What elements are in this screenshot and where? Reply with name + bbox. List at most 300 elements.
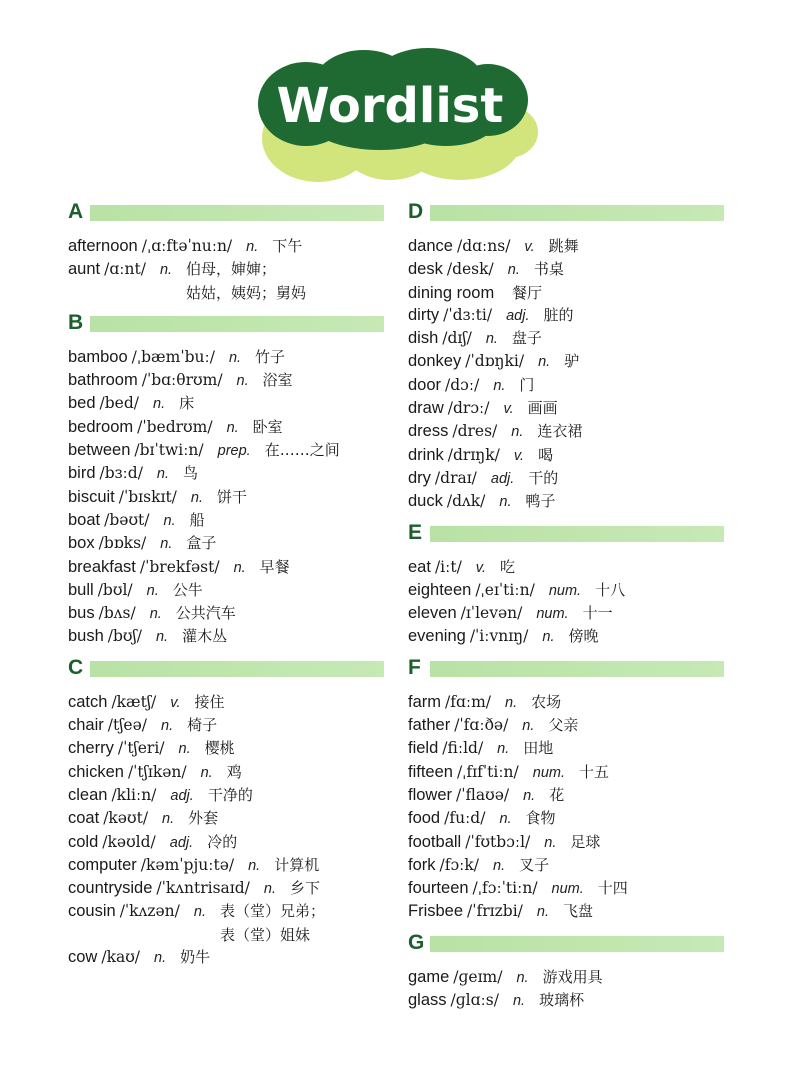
entry-word: eleven bbox=[408, 604, 457, 623]
entry-part-of-speech: n. bbox=[544, 834, 557, 851]
entry-meaning-continued: 姑姑，姨妈；舅妈 bbox=[186, 283, 307, 302]
entry-word: bull bbox=[68, 580, 94, 599]
entry-meaning: 鸡 bbox=[226, 762, 242, 781]
entry-part-of-speech: n. bbox=[156, 466, 170, 483]
section-header-bar bbox=[430, 661, 724, 677]
entry-part-of-speech: num. bbox=[548, 582, 582, 599]
entry-part-of-speech: prep. bbox=[217, 443, 251, 460]
entry-word: catch bbox=[68, 692, 108, 711]
entry-word: box bbox=[68, 534, 95, 553]
entry-phonetic: /fɔːk/ bbox=[439, 855, 479, 874]
entry-part-of-speech: v. bbox=[524, 239, 535, 255]
entry-word: bed bbox=[68, 394, 96, 413]
section-letter: E bbox=[408, 520, 423, 544]
entry-phonetic: /ˈfɑːðə/ bbox=[454, 716, 509, 735]
entry-phonetic: /ˈiːvnɪŋ/ bbox=[469, 627, 529, 646]
entry-part-of-speech: n. bbox=[505, 694, 518, 711]
entry-meaning: 玻璃杯 bbox=[539, 991, 585, 1010]
word-entry bbox=[408, 444, 728, 467]
entry-part-of-speech: n. bbox=[263, 881, 276, 898]
entry-part-of-speech: n. bbox=[497, 741, 510, 758]
entry-phonetic: /fɑːm/ bbox=[445, 692, 492, 711]
entry-phonetic: /iːt/ bbox=[434, 557, 462, 576]
entry-meaning: 飞盘 bbox=[562, 902, 593, 921]
entry-phonetic: /draɪ/ bbox=[434, 468, 477, 487]
entry-part-of-speech: n. bbox=[228, 349, 242, 366]
entry-meaning: 脏的 bbox=[543, 305, 574, 324]
word-entry bbox=[68, 439, 388, 462]
word-entry bbox=[68, 900, 388, 946]
word-entry bbox=[408, 235, 728, 258]
section-c bbox=[68, 655, 388, 970]
word-entry bbox=[68, 462, 388, 485]
word-entry bbox=[408, 258, 728, 281]
word-entry bbox=[408, 966, 728, 989]
entry-word: bathroom bbox=[68, 371, 138, 390]
entry-phonetic: /ˈtʃeri/ bbox=[117, 739, 165, 758]
entry-word: chicken bbox=[68, 762, 124, 781]
entry-word: flower bbox=[408, 785, 453, 804]
entry-meaning: 船 bbox=[189, 510, 205, 529]
word-entry bbox=[68, 369, 388, 392]
entry-meaning: 乡下 bbox=[290, 879, 321, 898]
word-entry bbox=[68, 714, 388, 737]
entry-word: glass bbox=[408, 991, 447, 1010]
word-entry bbox=[408, 374, 728, 397]
entry-part-of-speech: n. bbox=[507, 262, 520, 279]
entry-part-of-speech: n. bbox=[163, 512, 176, 529]
entry-phonetic: /dɔː/ bbox=[445, 375, 480, 394]
word-entry bbox=[68, 807, 388, 830]
entry-meaning: 卧室 bbox=[252, 417, 283, 436]
entry-word: game bbox=[408, 967, 450, 986]
entry-part-of-speech: adj. bbox=[170, 787, 194, 804]
entry-part-of-speech: n. bbox=[516, 969, 529, 986]
entry-part-of-speech: adj. bbox=[490, 470, 515, 487]
section-letter: C bbox=[68, 655, 84, 679]
entry-word: draw bbox=[408, 399, 444, 418]
entry-phonetic: /dʌk/ bbox=[446, 492, 486, 511]
entry-meaning: 接住 bbox=[194, 692, 225, 711]
entry-part-of-speech: n. bbox=[493, 857, 506, 874]
entry-part-of-speech: n. bbox=[538, 354, 551, 371]
entry-phonetic: /bɜːd/ bbox=[99, 464, 143, 483]
word-entry bbox=[408, 761, 728, 784]
entry-word: dirty bbox=[408, 305, 440, 324]
section-header bbox=[68, 200, 388, 225]
entry-word: bush bbox=[68, 627, 104, 646]
wordlist-title-logo bbox=[240, 40, 550, 190]
word-entry bbox=[68, 737, 388, 760]
entry-phonetic: /kaʊ/ bbox=[101, 948, 141, 967]
entry-meaning: 父亲 bbox=[548, 716, 579, 735]
section-header-bar bbox=[430, 526, 724, 542]
entry-word: dance bbox=[408, 237, 453, 255]
section-header bbox=[68, 310, 388, 336]
entry-part-of-speech: n. bbox=[493, 377, 506, 394]
entry-word: duck bbox=[408, 492, 443, 511]
entry-meaning: 下午 bbox=[272, 237, 303, 255]
entry-meaning: 傍晚 bbox=[568, 627, 599, 646]
word-entry bbox=[68, 691, 388, 714]
entry-word: food bbox=[408, 809, 441, 828]
word-entry bbox=[408, 737, 728, 760]
entry-word: cold bbox=[68, 832, 99, 851]
word-entry bbox=[408, 691, 728, 714]
entry-part-of-speech: n. bbox=[159, 262, 173, 279]
entry-word: biscuit bbox=[68, 487, 115, 506]
word-entry bbox=[408, 854, 728, 877]
entry-word: farm bbox=[408, 692, 441, 711]
entry-part-of-speech: n. bbox=[193, 904, 206, 921]
section-f bbox=[408, 655, 728, 924]
entry-word: countryside bbox=[68, 879, 153, 898]
entry-meaning: 在……之间 bbox=[264, 441, 340, 460]
section-header bbox=[408, 200, 728, 225]
entry-phonetic: /bʊʃ/ bbox=[107, 627, 142, 646]
entry-meaning: 外套 bbox=[188, 809, 219, 828]
entry-word: cow bbox=[68, 948, 98, 967]
entry-phonetic: /desk/ bbox=[446, 260, 494, 279]
entry-word: dining room bbox=[408, 283, 495, 302]
word-entry bbox=[408, 282, 728, 304]
entry-meaning: 盒子 bbox=[186, 534, 217, 553]
word-entry bbox=[68, 877, 388, 900]
entry-part-of-speech: n. bbox=[162, 811, 175, 828]
entry-phonetic: /kəʊld/ bbox=[102, 832, 156, 851]
word-entry bbox=[408, 397, 728, 420]
word-entry bbox=[408, 989, 728, 1012]
entry-part-of-speech: n. bbox=[522, 718, 535, 735]
section-header-bar bbox=[90, 661, 384, 677]
entry-part-of-speech: n. bbox=[153, 396, 166, 413]
word-entry bbox=[408, 420, 728, 443]
section-header bbox=[408, 655, 728, 681]
entry-part-of-speech: n. bbox=[523, 787, 536, 804]
entry-meaning: 早餐 bbox=[259, 557, 290, 576]
word-entry bbox=[68, 946, 388, 969]
word-entry bbox=[68, 602, 388, 625]
entry-phonetic: /ˈbedrʊm/ bbox=[137, 417, 213, 436]
entry-meaning: 喝 bbox=[538, 445, 554, 464]
word-entry bbox=[68, 416, 388, 439]
entry-word: donkey bbox=[408, 352, 462, 371]
section-b bbox=[68, 310, 388, 649]
entry-meaning: 床 bbox=[179, 394, 195, 413]
entry-meaning: 鸭子 bbox=[525, 492, 556, 511]
word-entry bbox=[408, 579, 728, 602]
entry-word: bus bbox=[68, 604, 95, 623]
word-entry bbox=[408, 831, 728, 854]
entry-part-of-speech: n. bbox=[499, 494, 512, 511]
entry-part-of-speech: v. bbox=[170, 694, 181, 711]
entry-phonetic: /ˌeɪˈtiːn/ bbox=[475, 580, 535, 599]
entry-phonetic: /fuːd/ bbox=[444, 809, 486, 828]
entry-word: aunt bbox=[68, 260, 101, 279]
entry-word: fork bbox=[408, 855, 436, 874]
word-entry bbox=[68, 235, 388, 258]
entry-meaning: 计算机 bbox=[274, 855, 320, 874]
word-entry bbox=[408, 807, 728, 830]
entry-phonetic: /bed/ bbox=[99, 394, 139, 413]
entry-meaning: 樱桃 bbox=[204, 739, 235, 758]
entry-meaning-continued: 表（堂）姐妹 bbox=[220, 925, 311, 944]
entry-meaning: 吃 bbox=[500, 557, 516, 576]
entry-part-of-speech: v. bbox=[513, 447, 525, 464]
section-g bbox=[408, 930, 728, 1013]
entry-word: bird bbox=[68, 464, 96, 483]
entry-word: coat bbox=[68, 809, 100, 828]
entry-phonetic: /ˈfrɪzbi/ bbox=[467, 902, 523, 921]
entry-meaning: 鸟 bbox=[183, 464, 199, 483]
section-header bbox=[68, 655, 388, 681]
entry-part-of-speech: n. bbox=[536, 904, 549, 921]
entry-phonetic: /ˌɑːftəˈnuːn/ bbox=[141, 237, 233, 255]
entry-meaning: 农场 bbox=[531, 692, 562, 711]
section-letter: D bbox=[408, 200, 424, 223]
section-header-bar bbox=[90, 316, 384, 332]
entry-word: football bbox=[408, 832, 462, 851]
word-entry bbox=[408, 877, 728, 900]
word-entry bbox=[68, 532, 388, 555]
entry-phonetic: /ˈkʌntrisaɪd/ bbox=[156, 879, 250, 898]
entry-word: dry bbox=[408, 468, 431, 487]
entry-meaning: 餐厅 bbox=[511, 283, 542, 302]
word-entry bbox=[68, 346, 388, 369]
section-letter: F bbox=[408, 655, 421, 679]
entry-part-of-speech: n. bbox=[190, 489, 203, 506]
section-header-bar bbox=[90, 205, 384, 221]
entry-part-of-speech: n. bbox=[178, 741, 191, 758]
entry-phonetic: /bʌs/ bbox=[98, 604, 136, 623]
entry-meaning: 十四 bbox=[597, 879, 628, 898]
word-entry bbox=[408, 327, 728, 350]
entry-word: between bbox=[68, 441, 131, 460]
entry-meaning: 跳舞 bbox=[548, 237, 579, 255]
entry-phonetic: /ɑːnt/ bbox=[104, 260, 146, 279]
entry-word: fifteen bbox=[408, 762, 453, 781]
entry-meaning: 盘子 bbox=[511, 329, 542, 348]
entry-meaning: 公共汽车 bbox=[175, 604, 236, 623]
section-header-bar bbox=[430, 205, 724, 221]
entry-part-of-speech: num. bbox=[532, 764, 565, 781]
entry-phonetic: /bɪˈtwiːn/ bbox=[134, 441, 204, 460]
entry-part-of-speech: n. bbox=[512, 993, 526, 1010]
entry-word: chair bbox=[68, 716, 104, 735]
entry-meaning: 奶牛 bbox=[180, 948, 211, 967]
entry-meaning: 干净的 bbox=[207, 785, 253, 804]
entry-meaning: 十八 bbox=[595, 580, 626, 599]
entry-phonetic: /bʊl/ bbox=[97, 580, 133, 599]
entry-meaning: 饼干 bbox=[217, 487, 248, 506]
entry-meaning: 冷的 bbox=[207, 832, 238, 851]
entry-part-of-speech: v. bbox=[503, 401, 514, 418]
word-entry bbox=[408, 602, 728, 625]
entry-word: fourteen bbox=[408, 879, 469, 898]
entry-word: eighteen bbox=[408, 580, 472, 599]
entry-part-of-speech: n. bbox=[511, 424, 524, 441]
entry-phonetic: /drɪŋk/ bbox=[447, 445, 500, 464]
entry-word: boat bbox=[68, 510, 101, 529]
word-entry bbox=[68, 854, 388, 877]
word-entry bbox=[68, 831, 388, 854]
entry-meaning: 伯母，婶婶； bbox=[186, 260, 277, 279]
section-letter: G bbox=[408, 930, 425, 954]
entry-meaning: 门 bbox=[519, 375, 535, 394]
word-entry bbox=[408, 900, 728, 923]
section-letter: A bbox=[68, 200, 84, 223]
entry-part-of-speech: adj. bbox=[506, 307, 530, 324]
entry-meaning: 花 bbox=[549, 785, 565, 804]
entry-phonetic: /ɪˈlevən/ bbox=[460, 604, 523, 623]
word-entry bbox=[408, 625, 728, 648]
entry-meaning: 驴 bbox=[564, 352, 580, 371]
entry-word: eat bbox=[408, 557, 431, 576]
word-entry bbox=[68, 486, 388, 509]
entry-phonetic: /ˈkʌzən/ bbox=[119, 902, 180, 921]
word-entry bbox=[68, 625, 388, 648]
word-entry bbox=[68, 556, 388, 579]
entry-meaning: 田地 bbox=[523, 739, 554, 758]
entry-meaning: 椅子 bbox=[187, 716, 218, 735]
entry-part-of-speech: n. bbox=[160, 536, 173, 553]
entry-part-of-speech: n. bbox=[499, 811, 512, 828]
entry-word: afternoon bbox=[68, 237, 138, 255]
entry-part-of-speech: n. bbox=[200, 764, 213, 781]
entry-meaning: 表（堂）兄弟； bbox=[219, 902, 325, 921]
entry-phonetic: /ɡeɪm/ bbox=[453, 967, 503, 986]
entry-word: dress bbox=[408, 422, 449, 441]
word-entry bbox=[408, 490, 728, 513]
entry-meaning: 画画 bbox=[527, 399, 558, 418]
word-entry bbox=[68, 509, 388, 532]
entry-meaning: 浴室 bbox=[262, 371, 293, 390]
entry-part-of-speech: n. bbox=[233, 559, 246, 576]
entry-word: father bbox=[408, 716, 451, 735]
entry-word: field bbox=[408, 739, 439, 758]
entry-part-of-speech: n. bbox=[248, 857, 261, 874]
entry-part-of-speech: n. bbox=[236, 373, 249, 390]
section-header bbox=[408, 930, 728, 956]
entry-word: desk bbox=[408, 260, 443, 279]
entry-phonetic: /ˌfɔːˈtiːn/ bbox=[472, 879, 538, 898]
word-entry bbox=[68, 784, 388, 807]
entry-part-of-speech: n. bbox=[155, 629, 169, 646]
entry-phonetic: /ˈbɑːθrʊm/ bbox=[141, 371, 223, 390]
entry-word: breakfast bbox=[68, 557, 136, 576]
word-entry bbox=[68, 761, 388, 784]
entry-phonetic: /dɪʃ/ bbox=[442, 329, 472, 348]
entry-phonetic: /fiːld/ bbox=[442, 739, 484, 758]
entry-part-of-speech: n. bbox=[154, 950, 167, 967]
entry-part-of-speech: n. bbox=[226, 419, 239, 436]
section-a bbox=[68, 200, 388, 304]
entry-part-of-speech: n. bbox=[149, 606, 162, 623]
entry-phonetic: /kætʃ/ bbox=[111, 692, 157, 711]
word-entry bbox=[68, 258, 388, 304]
entry-phonetic: /dɑːns/ bbox=[456, 237, 511, 255]
entry-phonetic: /drɔː/ bbox=[447, 399, 490, 418]
section-header bbox=[408, 520, 728, 546]
section-header-bar bbox=[430, 936, 724, 952]
word-entry bbox=[408, 350, 728, 373]
entry-meaning: 游戏用具 bbox=[542, 967, 603, 986]
wordlist-title: Wordlist bbox=[276, 78, 504, 134]
entry-word: door bbox=[408, 375, 442, 394]
entry-part-of-speech: n. bbox=[542, 629, 555, 646]
word-entry bbox=[408, 556, 728, 579]
entry-word: bedroom bbox=[68, 417, 134, 436]
entry-word: cousin bbox=[68, 902, 116, 921]
entry-phonetic: /dres/ bbox=[452, 422, 498, 441]
entry-phonetic: /ɡlɑːs/ bbox=[450, 991, 499, 1010]
entry-word: Frisbee bbox=[408, 902, 464, 921]
entry-meaning: 书桌 bbox=[533, 260, 564, 279]
section-e bbox=[408, 520, 728, 649]
word-entry bbox=[68, 579, 388, 602]
entry-word: evening bbox=[408, 627, 466, 646]
entry-phonetic: /kliːn/ bbox=[111, 785, 157, 804]
entry-phonetic: /bəʊt/ bbox=[104, 510, 150, 529]
section-d bbox=[408, 200, 728, 514]
entry-meaning: 灌木丛 bbox=[182, 627, 228, 646]
entry-meaning: 十五 bbox=[579, 762, 610, 781]
entry-phonetic: /ˈfʊtbɔːl/ bbox=[465, 832, 531, 851]
left-column bbox=[68, 200, 388, 979]
entry-phonetic: /ˌfɪfˈtiːn/ bbox=[456, 762, 519, 781]
entry-meaning: 十一 bbox=[582, 604, 613, 623]
entry-word: bamboo bbox=[68, 347, 128, 366]
word-entry bbox=[68, 392, 388, 415]
entry-part-of-speech: n. bbox=[246, 239, 259, 255]
entry-meaning: 食物 bbox=[525, 809, 556, 828]
entry-word: cherry bbox=[68, 739, 114, 758]
entry-phonetic: /tʃeə/ bbox=[107, 716, 147, 735]
word-entry bbox=[408, 784, 728, 807]
entry-part-of-speech: adj. bbox=[169, 834, 194, 851]
entry-phonetic: /kəʊt/ bbox=[103, 809, 149, 828]
entry-word: drink bbox=[408, 445, 444, 464]
word-entry bbox=[408, 467, 728, 490]
entry-phonetic: /ˈbɪskɪt/ bbox=[118, 487, 177, 506]
entry-part-of-speech: n. bbox=[485, 331, 498, 348]
word-entry bbox=[408, 304, 728, 327]
entry-phonetic: /kəmˈpjuːtə/ bbox=[140, 855, 235, 874]
entry-word: clean bbox=[68, 785, 108, 804]
entry-word: dish bbox=[408, 329, 439, 348]
entry-meaning: 叉子 bbox=[519, 855, 550, 874]
entry-meaning: 干的 bbox=[528, 468, 559, 487]
entry-part-of-speech: n. bbox=[146, 582, 159, 599]
entry-meaning: 连衣裙 bbox=[537, 422, 583, 441]
entry-phonetic: /bɒks/ bbox=[98, 534, 147, 553]
entry-phonetic: /ˈdɜːti/ bbox=[443, 305, 493, 324]
entry-meaning: 公牛 bbox=[172, 580, 203, 599]
entry-meaning: 足球 bbox=[570, 832, 601, 851]
right-column bbox=[408, 200, 728, 1022]
entry-meaning: 竹子 bbox=[255, 347, 286, 366]
entry-part-of-speech: v. bbox=[475, 559, 486, 576]
entry-phonetic: /ˌbæmˈbuː/ bbox=[131, 347, 215, 366]
entry-phonetic: /ˈbrekfəst/ bbox=[139, 557, 220, 576]
section-letter: B bbox=[68, 310, 84, 334]
entry-phonetic: /ˈflaʊə/ bbox=[456, 785, 510, 804]
entry-part-of-speech: num. bbox=[551, 881, 584, 898]
entry-part-of-speech: num. bbox=[536, 606, 569, 623]
entry-word: computer bbox=[68, 855, 137, 874]
word-entry bbox=[408, 714, 728, 737]
entry-phonetic: /ˈdɒŋki/ bbox=[465, 352, 525, 371]
